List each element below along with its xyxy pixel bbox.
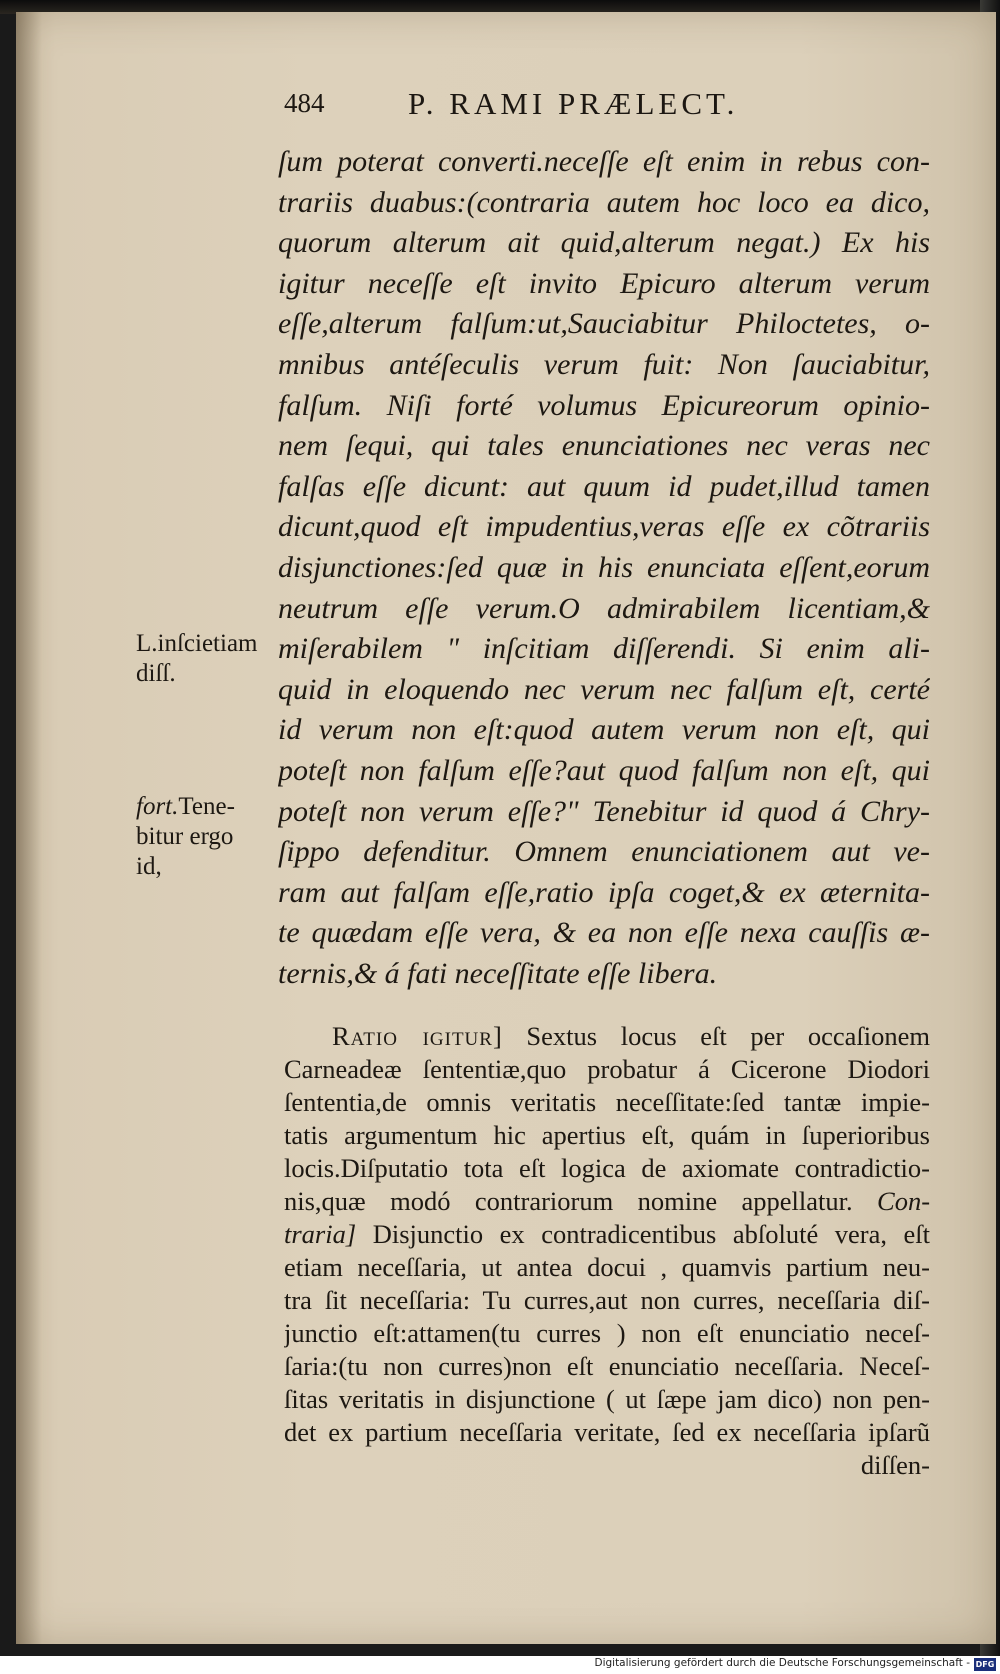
commentary-line	[284, 1218, 930, 1251]
digitization-footer	[0, 1656, 1000, 1674]
commentary-line: det ex partium neceſſaria veritate, ſed ex neceſſaria ipſarũ	[284, 1417, 930, 1447]
italic-line: falſas eſſe dicunt: aut quum id pudet,illud tamen	[278, 469, 930, 503]
commentary-line: locis.Diſputatio tota eſt logica de axiomate contradictio-	[284, 1153, 930, 1183]
italic-line: ſum poterat converti.neceſſe eſt enim in rebus con-	[278, 145, 930, 178]
catchword: diſſen-	[860, 1450, 930, 1480]
page-number: 484	[284, 88, 325, 118]
commentary-line: junctio eſt:attamen(tu curres ) non eſt enunciatio neceſ-	[284, 1318, 930, 1348]
commentary-line: tatis argumentum hic apertius eſt, quám in ſuperioribus	[284, 1120, 930, 1150]
commentary-line: Carneadeæ ſententiæ,quo probatur á Cicerone Diodori	[284, 1054, 930, 1084]
running-head	[284, 86, 844, 130]
marginal-note-2	[136, 792, 276, 882]
marginal-note-text: Tene-	[178, 793, 235, 820]
italic-line: nem ſequi, qui tales enunciationes nec veras nec	[278, 429, 930, 463]
italic-line: quorum alterum ait quid,alterum negat.) Ex his	[278, 226, 930, 260]
italic-line: ternis,& á fati neceſſitate eſſe libera.	[278, 956, 718, 990]
commentary-line: etiam neceſſaria, ut antea docui , quamvis partium neu-	[284, 1252, 930, 1282]
italic-line: poteſt non falſum eſſe?aut quod falſum non eſt, qui	[278, 753, 930, 787]
lemma: traria]	[284, 1219, 357, 1249]
marginal-note-line: diſſ.	[136, 660, 176, 687]
footer-credit: Digitalisierung gefördert durch die Deutsche Forschungsgemeinschaft -	[594, 1657, 970, 1669]
marginal-note-line: id,	[136, 853, 162, 880]
italic-line: neutrum eſſe verum.O admirabilem licentiam,&	[278, 591, 930, 625]
italic-line: disjunctiones:ſed quæ in his enunciata eſſent,eorum	[278, 550, 930, 584]
italic-line: miſerabilem ʺ inſcitiam diſſerendi. Si enim ali-	[278, 632, 930, 666]
marginal-note-1	[136, 629, 276, 689]
commentary-text: Disjunctio ex contradicentibus abſoluté vera, eſt	[372, 1219, 930, 1249]
commentary-line	[284, 1020, 930, 1053]
italic-line: ram aut falſam eſſe,ratio ipſa coget,& ex æternita-	[278, 875, 930, 909]
marginal-note-line: bitur ergo	[136, 823, 234, 850]
italic-line: falſum. Niſi forté volumus Epicureorum opinio-	[278, 388, 930, 422]
marginal-note-line	[136, 792, 276, 822]
commentary-text: nis,quæ modó contrariorum nomine appellatur.	[284, 1186, 853, 1216]
italic-line: mnibus antéſeculis verum fuit: Non ſauciabitur,	[278, 347, 930, 381]
italic-line: dicunt,quod eſt impudentius,veras eſſe ex cõtrariis	[278, 510, 930, 544]
running-title: P. RAMI PRÆLECT.	[408, 86, 739, 121]
italic-line: id verum non eſt:quod autem verum non eſt, qui	[278, 713, 930, 747]
italic-line: poteſt non verum eſſe?ʺ Tenebitur id quod á Chry-	[278, 794, 930, 828]
lemma: Ratio igitur]	[332, 1021, 503, 1051]
gutter-shadow	[16, 12, 42, 1644]
marginal-note-line: L.inſcietiam	[136, 630, 258, 657]
dfg-logo: DFG	[975, 1660, 995, 1669]
italic-line: te quædam eſſe vera, & ea non eſſe nexa cauſſis æ-	[278, 916, 930, 950]
commentary-line: ſitas veritatis in disjunctione ( ut ſæpe jam dico) non pen-	[284, 1384, 930, 1414]
lemma: Con-	[877, 1186, 930, 1216]
commentary-text: Sextus locus eſt per occaſionem	[526, 1021, 930, 1051]
italic-line: trariis duabus:(contraria autem hoc loco ea dico,	[278, 185, 930, 219]
italic-line: eſſe,alterum falſum:ut,Sauciabitur Philoctetes, o-	[278, 307, 930, 341]
commentary-line	[284, 1185, 930, 1218]
commentary-block	[284, 1020, 930, 1482]
marginal-note-abbrev: fort.	[136, 793, 179, 820]
commentary-line: tra ſit neceſſaria: Tu curres,aut non curres, neceſſaria diſ-	[284, 1285, 930, 1315]
commentary-line: ſententia,de omnis veritatis neceſſitate:ſed tantæ impie-	[284, 1087, 930, 1117]
commentary-line: ſaria:(tu non curres)non eſt enunciatio neceſſaria. Neceſ-	[284, 1351, 930, 1381]
italic-line: quid in eloquendo nec verum nec falſum eſt, certé	[278, 672, 930, 706]
italic-line: ſippo defenditur. Omnem enunciationem aut ve-	[278, 835, 930, 869]
italic-line: igitur neceſſe eſt invito Epicuro alterum verum	[278, 266, 930, 300]
italic-quotation-block	[278, 142, 930, 994]
